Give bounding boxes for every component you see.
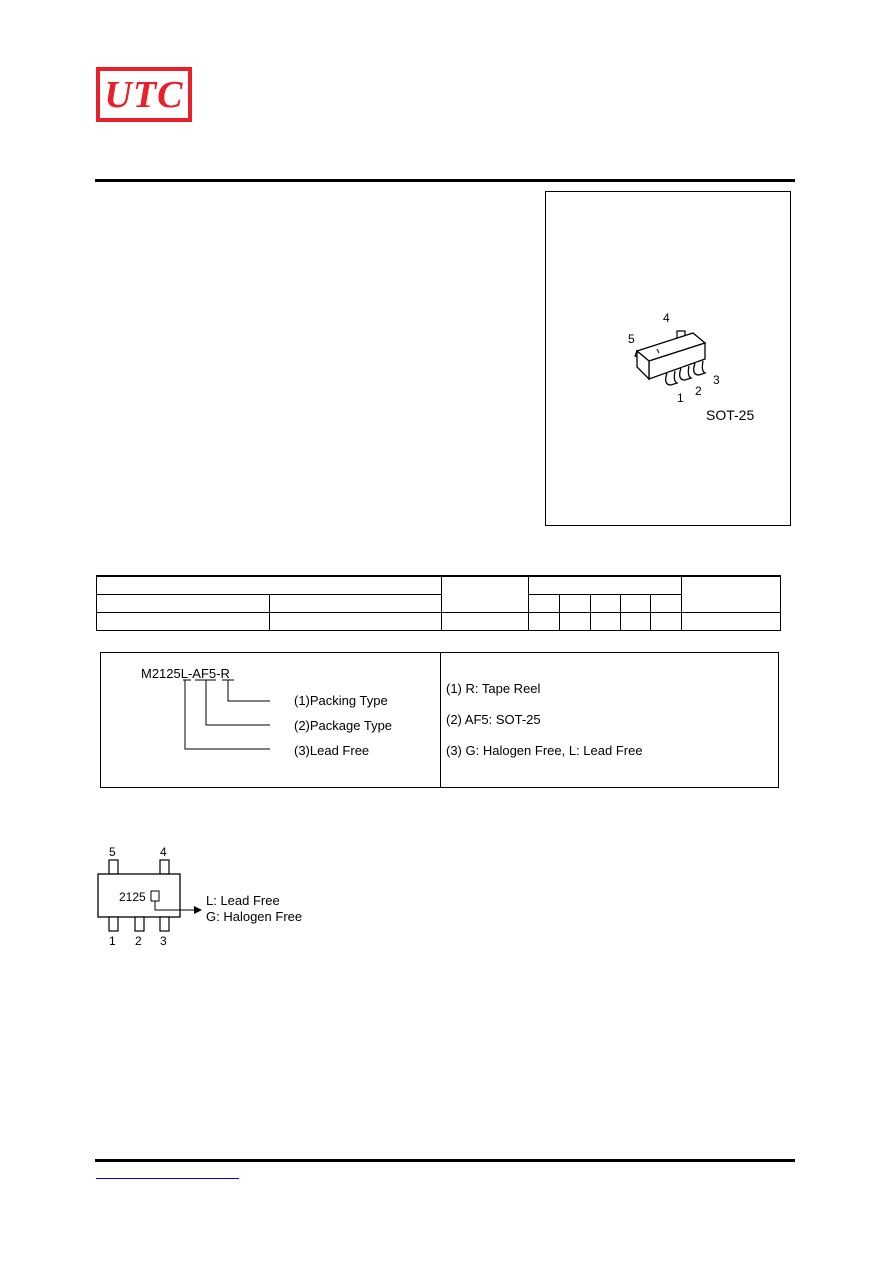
- header-rule: [95, 179, 795, 182]
- table-header-cell: [529, 576, 682, 595]
- table-header-cell: [591, 595, 621, 613]
- pin-label-2: 2: [695, 384, 702, 398]
- pin-label-4: 4: [663, 311, 670, 325]
- marking-pin-3: 3: [160, 934, 167, 948]
- table-header-cell: [442, 576, 529, 613]
- company-logo: [96, 67, 192, 122]
- logo-text: UTC: [104, 73, 184, 116]
- footer-link[interactable]: [96, 1178, 239, 1179]
- table-header-cell: [270, 595, 442, 613]
- marking-pin-4: 4: [160, 845, 167, 859]
- footer-rule: [95, 1159, 795, 1162]
- table-header-cell: [560, 595, 591, 613]
- table-header-cell: [97, 576, 442, 595]
- marking-note-lead-free: L: Lead Free: [206, 893, 280, 908]
- part-number: M2125L-AF5-R: [141, 666, 230, 681]
- marking-code: 2125: [119, 890, 146, 904]
- table-header-cell: [621, 595, 651, 613]
- marking-pin-2: 2: [135, 934, 142, 948]
- table-header-cell: [529, 595, 560, 613]
- table-header-cell: [682, 576, 781, 613]
- sot25-package-illustration: [545, 191, 791, 526]
- marking-diagram: [90, 840, 320, 955]
- pin-label-5: 5: [628, 332, 635, 346]
- table-header-cell: [651, 595, 682, 613]
- pin-label-3: 3: [713, 373, 720, 387]
- marking-pin-5: 5: [109, 845, 116, 859]
- table-row: [97, 613, 781, 631]
- ordering-table: [96, 575, 781, 631]
- legend-lead: (3) G: Halogen Free, L: Lead Free: [446, 743, 643, 758]
- legend-package: (2) AF5: SOT-25: [446, 712, 541, 727]
- callout-packing-type: (1)Packing Type: [294, 693, 388, 708]
- callout-lead-free: (3)Lead Free: [294, 743, 370, 758]
- marking-pin-1: 1: [109, 934, 116, 948]
- marking-note-halogen-free: G: Halogen Free: [206, 909, 303, 924]
- callout-package-type: (2)Package Type: [294, 718, 393, 733]
- ordering-code-divider: [440, 652, 441, 788]
- pin-label-1: 1: [677, 391, 684, 405]
- table-header-cell: [97, 595, 270, 613]
- package-label: SOT-25: [706, 407, 755, 423]
- legend-packing: (1) R: Tape Reel: [446, 681, 541, 696]
